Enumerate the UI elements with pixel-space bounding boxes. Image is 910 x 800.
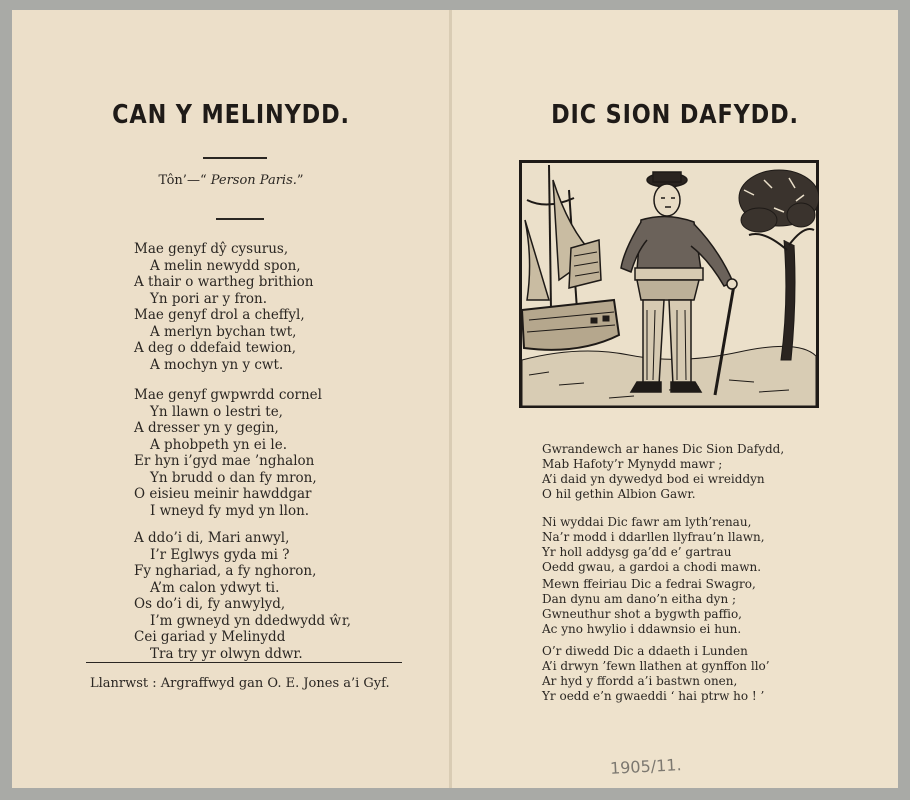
verse-line: Oedd gwau, a gardoi a chodi mawn. [542, 560, 762, 574]
verse-line: A thair o wartheg brithion [134, 274, 314, 290]
verse-line: A deg o ddefaid tewion, [134, 340, 296, 356]
verse-line: A’i drwyn ’fewn llathen at gynffon llo’ [542, 659, 770, 673]
verse-line: O’r diwedd Dic a ddaeth i Lunden [542, 644, 748, 658]
verse-line: O eisieu meinir hawddgar [134, 486, 312, 502]
verse-line: A phobpeth yn ei le. [150, 436, 287, 453]
right-stanza-2 [542, 515, 765, 575]
verse-line: Dan dynu am dano’n eitha dyn ; [542, 592, 737, 606]
tune-rule [216, 218, 264, 220]
left-title: CAN Y MELINYDD. [112, 100, 350, 130]
verse-line: Cei gariad y Melinydd [134, 629, 286, 645]
tune-prefix: Tôn’—“ [158, 173, 211, 188]
verse-line: A dresser yn y gegin, [134, 420, 279, 436]
verse-line: Fy nghariad, a fy nghoron, [134, 563, 317, 579]
verse-line: A’i daid yn dywedyd bod ei wreiddyn [542, 472, 765, 486]
verse-line: A ddo’i di, Mari anwyl, [134, 530, 290, 546]
verse-line: A melin newydd spon, [150, 257, 301, 274]
verse-line: O hil gethin Albion Gawr. [542, 487, 696, 501]
verse-line: I’r Eglwys gyda mi ? [150, 546, 290, 563]
verse-line: Na’r modd i ddarllen llyfrau’n llawn, [542, 530, 765, 544]
left-stanza-2 [134, 387, 322, 519]
verse-line: Yn brudd o dan fy mron, [150, 469, 317, 486]
left-stanza-3 [134, 530, 351, 662]
verse-line: I’m gwneyd yn ddedwydd ŵr, [150, 612, 352, 629]
verse-line: Er hyn i’gyd mae ’nghalon [134, 453, 315, 469]
title-rule [203, 157, 267, 159]
verse-line: Yr oedd e’n gwaeddi ‘ hai ptrw ho ! ’ [542, 689, 765, 703]
left-stanza-1 [134, 241, 313, 373]
left-page [12, 10, 450, 788]
verse-line: Gwneuthur shot a bygwth paffio, [542, 607, 742, 621]
verse-line: Os do’i di, fy anwylyd, [134, 596, 286, 612]
verse-line: A’m calon ydwyt ti. [150, 579, 280, 596]
verse-line: Gwrandewch ar hanes Dic Sion Dafydd, [542, 442, 785, 456]
verse-line: Ac yno hwylio i ddawnsio ei hun. [542, 622, 742, 636]
woodcut-illustration [519, 160, 819, 408]
right-stanza-1 [542, 442, 784, 502]
verse-line: Yn pori ar y fron. [150, 290, 268, 307]
verse-line: Mae genyf gwpwrdd cornel [134, 387, 322, 403]
imprint: Llanrwst : Argraffwyd gan O. E. Jones a’i Gyf. [90, 676, 390, 691]
verse-line: Mae genyf dŷ cysurus, [134, 241, 289, 257]
verse-line: A merlyn bychan twt, [150, 323, 297, 340]
verse-line: Ni wyddai Dic fawr am lyth’renau, [542, 515, 752, 529]
verse-line: Mab Hafoty’r Mynydd mawr ; [542, 457, 723, 471]
right-stanza-3 [542, 577, 756, 637]
right-title: DIC SION DAFYDD. [551, 100, 799, 130]
handwritten-annotation: 1905/11. [609, 755, 683, 778]
verse-line: I wneyd fy myd yn llon. [150, 502, 310, 519]
imprint-rule [86, 662, 402, 663]
verse-line: Tra try yr olwyn ddwr. [150, 645, 303, 662]
verse-line: A mochyn yn y cwt. [150, 356, 284, 373]
verse-line: Yr holl addysg ga’dd e’ gartrau [542, 545, 732, 559]
verse-line: Mewn ffeiriau Dic a fedrai Swagro, [542, 577, 756, 591]
tune-line [12, 173, 450, 188]
verse-line: Mae genyf drol a cheffyl, [134, 307, 305, 323]
verse-line: Ar hyd y ffordd a’i bastwn onen, [542, 674, 738, 688]
right-stanza-4 [542, 644, 770, 704]
tune-name: Person Paris. [210, 173, 297, 188]
tune-suffix: ” [296, 173, 304, 188]
verse-line: Yn llawn o lestri te, [150, 403, 283, 420]
